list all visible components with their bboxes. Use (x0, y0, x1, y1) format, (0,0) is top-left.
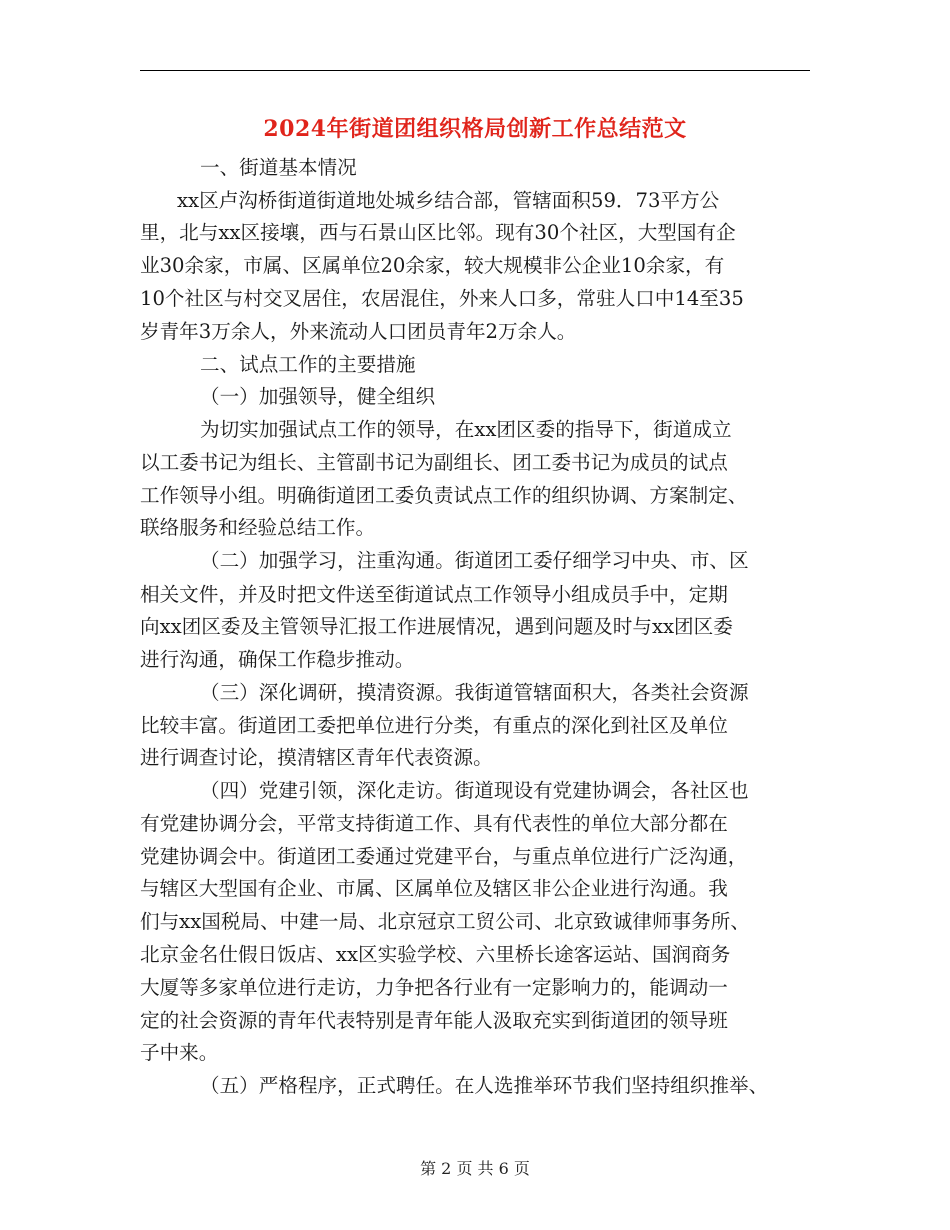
paragraph-line: （五）严格程序，正式聘任。在人选推举环节我们坚持组织推举、 (200, 1074, 769, 1097)
paragraph-line: 北京金名仕假日饭店、xx区实验学校、六里桥长途客运站、国润商务 (140, 943, 731, 966)
paragraph-line: 10个社区与村交叉居住，农居混住，外来人口多，常驻人口中14至35 (140, 287, 744, 310)
paragraph-line: xx区卢沟桥街道街道地处城乡结合部，管辖面积59．73平方公 (177, 189, 720, 212)
paragraph-line: 子中来。 (140, 1041, 219, 1064)
document-title: 2024年街道团组织格局创新工作总结范文 (263, 116, 687, 142)
paragraph-line: 一、街道基本情况 (200, 156, 357, 179)
page-footer: 第 2 页 共 6 页 (420, 1159, 530, 1178)
paragraph-line: 定的社会资源的青年代表特别是青年能人汲取充实到街道团的领导班 (140, 1009, 728, 1032)
paragraph-line: 岁青年3万余人，外来流动人口团员青年2万余人。 (140, 320, 577, 343)
paragraph-line: （二）加强学习，注重沟通。街道团工委仔细学习中央、市、区 (200, 549, 749, 572)
paragraph-line: （四）党建引领，深化走访。街道现设有党建协调会，各社区也 (200, 779, 749, 802)
paragraph-line: 进行沟通，确保工作稳步推动。 (140, 648, 415, 671)
paragraph-line: 向xx团区委及主管领导汇报工作进展情况，遇到问题及时与xx团区委 (140, 615, 733, 638)
paragraph-line: 二、试点工作的主要措施 (200, 353, 416, 376)
paragraph-line: 党建协调会中。街道团工委通过党建平台，与重点单位进行广泛沟通， (140, 845, 748, 868)
paragraph-line: （三）深化调研，摸清资源。我街道管辖面积大，各类社会资源 (200, 681, 749, 704)
paragraph-line: 进行调查讨论，摸清辖区青年代表资源。 (140, 746, 493, 769)
paragraph-line: 以工委书记为组长、主管副书记为副组长、团工委书记为成员的试点 (140, 451, 728, 474)
paragraph-line: 比较丰富。街道团工委把单位进行分类，有重点的深化到社区及单位 (140, 714, 728, 737)
paragraph-line: 为切实加强试点工作的领导，在xx团区委的指导下，街道成立 (200, 418, 732, 441)
paragraph-line: （一）加强领导，健全组织 (200, 385, 436, 408)
paragraph-line: 里，北与xx区接壤，西与石景山区比邻。现有30个社区，大型国有企 (140, 221, 736, 244)
paragraph-line: 工作领导小组。明确街道团工委负责试点工作的组织协调、方案制定、 (140, 484, 748, 507)
paragraph-line: 大厦等多家单位进行走访，力争把各行业有一定影响力的，能调动一 (140, 976, 728, 999)
paragraph-line: 联络服务和经验总结工作。 (140, 516, 376, 539)
paragraph-line: 相关文件，并及时把文件送至街道试点工作领导小组成员手中，定期 (140, 583, 728, 606)
paragraph-line: 与辖区大型国有企业、市属、区属单位及辖区非公企业进行沟通。我 (140, 877, 728, 900)
header-rule (140, 70, 810, 71)
paragraph-line: 有党建协调分会，平常支持街道工作、具有代表性的单位大部分都在 (140, 812, 728, 835)
paragraph-line: 业30余家，市属、区属单位20余家，较大规模非公企业10余家，有 (140, 254, 725, 277)
paragraph-line: 们与xx国税局、中建一局、北京冠京工贸公司、北京致诚律师事务所、 (140, 910, 750, 933)
